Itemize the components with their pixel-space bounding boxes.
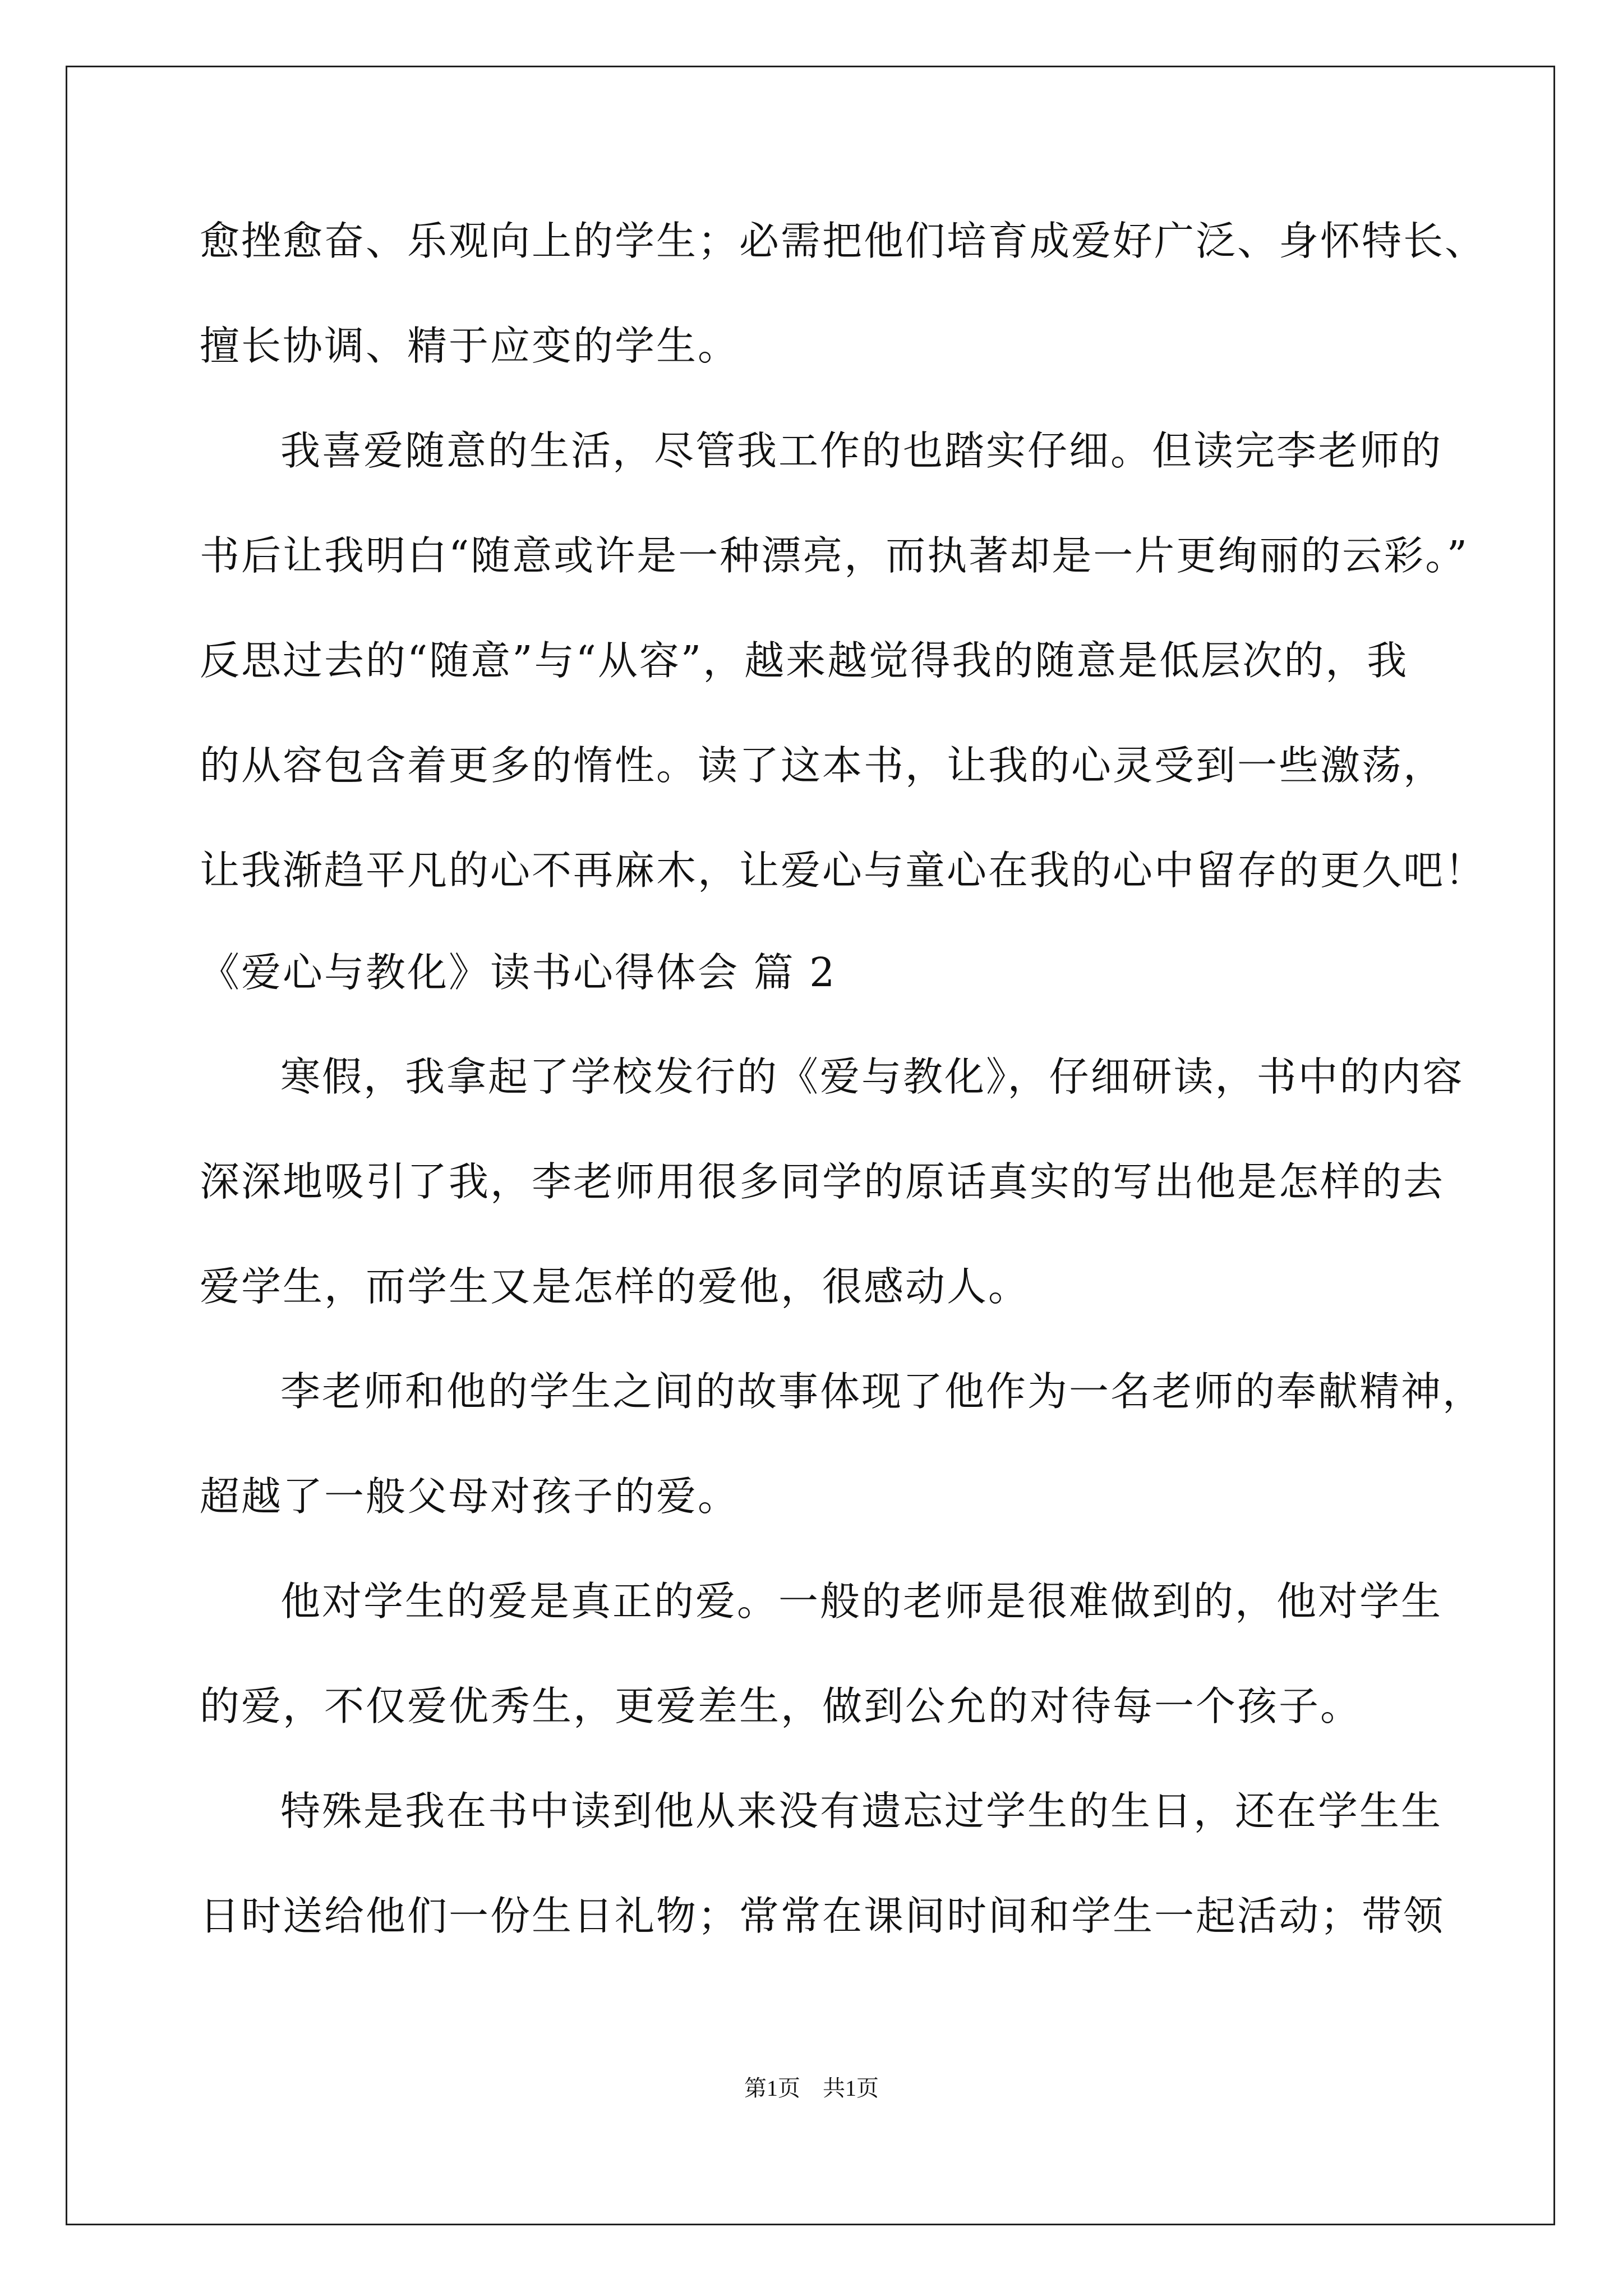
- text-line: 的从容包含着更多的惰性。读了这本书，让我的心灵受到一些激荡，: [200, 742, 1445, 789]
- section-heading: 《爱心与教化》读书心得体会 篇 2: [200, 949, 837, 996]
- text-line: 书后让我明白“随意或许是一种漂亮，而执著却是一片更绚丽的云彩。”: [200, 532, 1469, 579]
- text-line: 爱学生，而学生又是怎样的爱他，很感动人。: [200, 1263, 1030, 1310]
- text-line: 擅长协调、精于应变的学生。: [200, 323, 740, 369]
- text-line: 深深地吸引了我，李老师用很多同学的原话真实的写出他是怎样的去: [200, 1158, 1445, 1205]
- text-line: 让我渐趋平凡的心不再麻木，让爱心与童心在我的心中留存的更久吧！: [200, 847, 1487, 894]
- text-line: 日时送给他们一份生日礼物；常常在课间时间和学生一起活动；带领: [200, 1893, 1445, 1939]
- text-line: 超越了一般父母对孩子的爱。: [200, 1473, 740, 1520]
- text-line: 愈挫愈奋、乐观向上的学生；必需把他们培育成爱好广泛、身怀特长、: [200, 218, 1487, 264]
- paragraph-start-line: 李老师和他的学生之间的故事体现了他作为一名老师的奉献精神，: [280, 1368, 1484, 1415]
- paragraph-start-line: 他对学生的爱是真正的爱。一般的老师是很难做到的，他对学生: [280, 1578, 1443, 1625]
- text-line: 的爱，不仅爱优秀生，更爱差生，做到公允的对待每一个孩子。: [200, 1683, 1362, 1729]
- text-line: 反思过去的“随意”与“从容”，越来越觉得我的随意是低层次的，我: [200, 637, 1409, 684]
- paragraph-start-line: 寒假，我拿起了学校发行的《爱与教化》，仔细研读，书中的内容: [280, 1053, 1464, 1100]
- paragraph-start-line: 特殊是我在书中读到他从来没有遗忘过学生的生日，还在学生生: [280, 1788, 1443, 1834]
- paragraph-start-line: 我喜爱随意的生活，尽管我工作的也踏实仔细。但读完李老师的: [280, 427, 1443, 474]
- page-number: 第1页 共1页: [744, 2076, 879, 2101]
